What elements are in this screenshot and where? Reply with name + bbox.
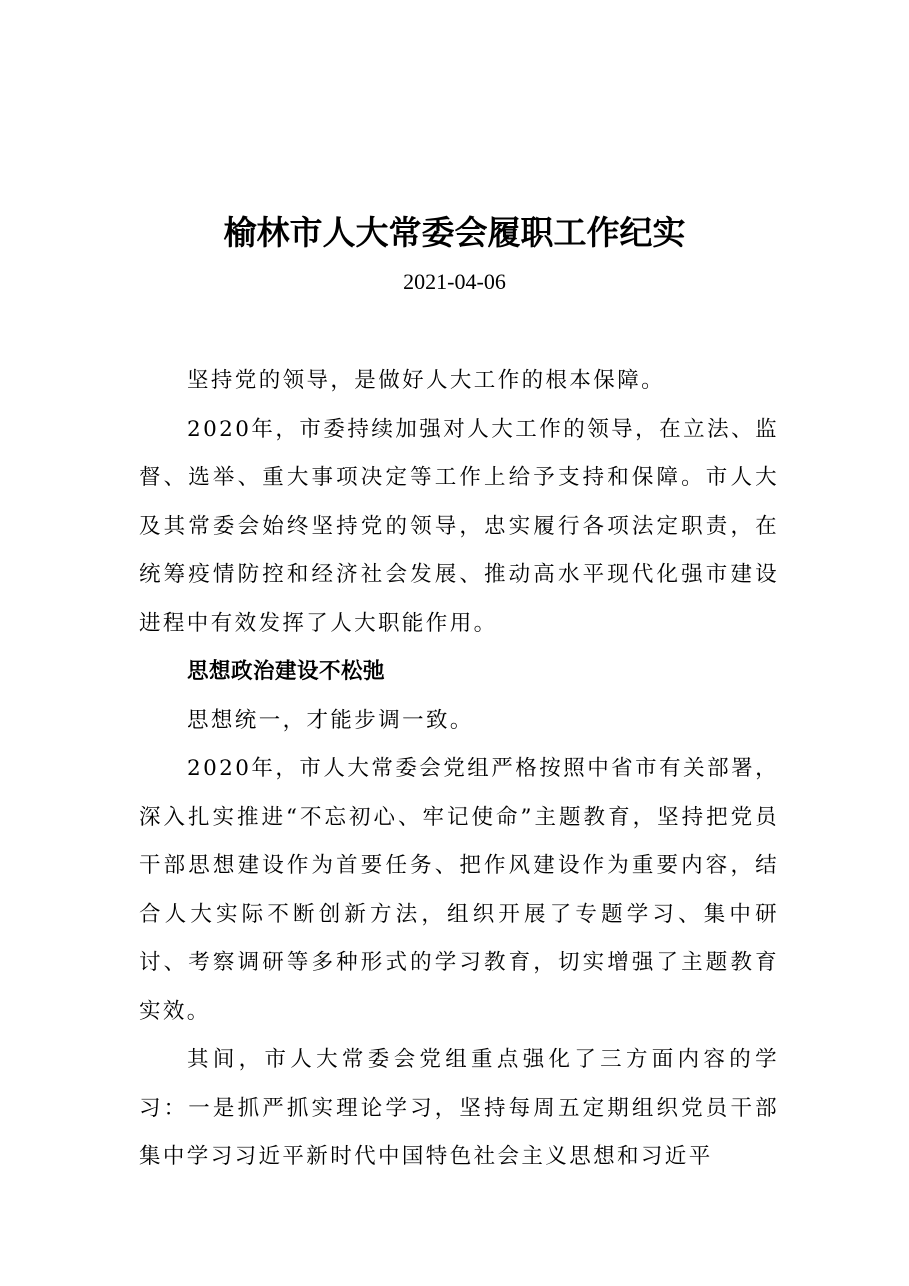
paragraph: 思想统一，才能步调一致。: [187, 707, 474, 733]
paragraph: 2020年，市人大常委会党组严格按照中省市有关部署，深入扎实推进“不忘初心、牢记使命”主题教育，坚持把党员干部思想建设作为首要任务、把作风建设作为重要内容，结合人大实际不断创新方法，组织开展了专题学习、集中研讨、考察调研等多种形式的学习教育，切实增强了主题教育实效。: [139, 756, 779, 1024]
document-body: [139, 357, 779, 1182]
paragraph: 其间，市人大常委会党组重点强化了三方面内容的学习：一是抓严抓实理论学习，坚持每周五定期组织党员干部集中学习习近平新时代中国特色社会主义思想和习近平: [139, 1047, 779, 1169]
document-title: 榆林市人大常委会履职工作纪实: [223, 213, 686, 252]
document-date: 2021-04-06: [403, 269, 506, 294]
section-heading: 思想政治建设不松弛: [187, 659, 386, 684]
paragraph: 2020年，市委持续加强对人大工作的领导，在立法、监督、选举、重大事项决定等工作上给予支持和保障。市人大及其常委会始终坚持党的领导，忠实履行各项法定职责，在统筹疫情防控和经济社会发展、推动高水平现代化强市建设进程中有效发挥了人大职能作用。: [139, 416, 779, 636]
paragraph: 坚持党的领导，是做好人大工作的根本保障。: [187, 368, 666, 393]
